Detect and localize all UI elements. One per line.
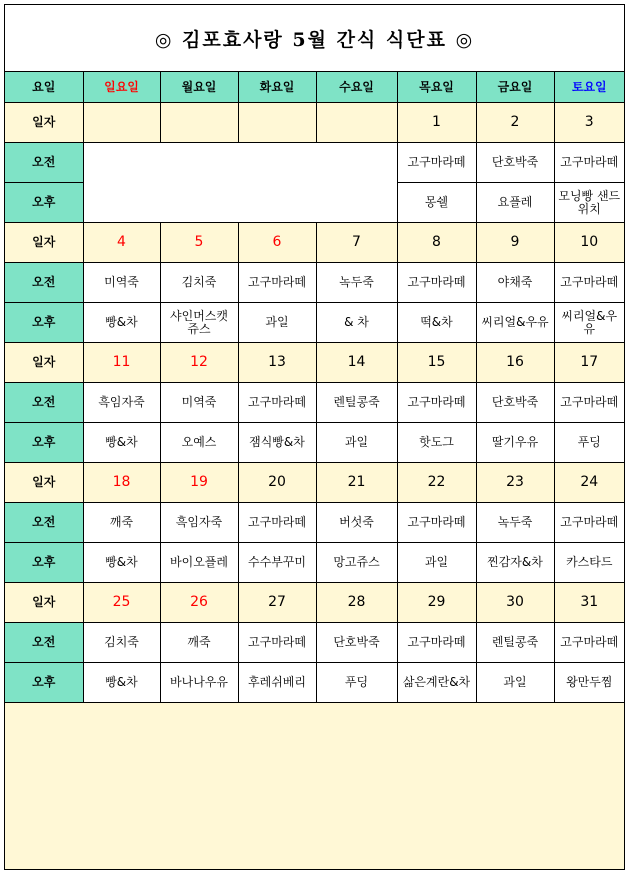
row-label-ohu: 오후 bbox=[5, 543, 83, 583]
date-cell-tuesday: 6 bbox=[238, 223, 316, 263]
am-snack-saturday: 고구마라떼 bbox=[554, 263, 624, 303]
am-snack-monday: 흑임자죽 bbox=[160, 503, 238, 543]
weekday-thursday: 목요일 bbox=[397, 72, 476, 103]
am-snack-wednesday: 녹두죽 bbox=[316, 263, 397, 303]
am-snack-row bbox=[5, 383, 624, 423]
am-snack-thursday: 고구마라떼 bbox=[397, 383, 476, 423]
am-snack-thursday: 고구마라떼 bbox=[397, 503, 476, 543]
am-snack-sunday: 깨죽 bbox=[83, 503, 160, 543]
menu-table bbox=[5, 71, 624, 703]
page-title: ◎ 김포효사랑 5월 간식 식단표 ◎ bbox=[154, 28, 475, 51]
row-label-ojeon: 오전 bbox=[5, 383, 83, 423]
pm-snack-tuesday: 후레쉬베리 bbox=[238, 663, 316, 703]
pm-snack-friday: 찐감자&차 bbox=[476, 543, 554, 583]
am-snack-saturday: 고구마라떼 bbox=[554, 383, 624, 423]
date-cell-sunday: 4 bbox=[83, 223, 160, 263]
row-label-yoil: 요일 bbox=[5, 72, 83, 103]
pm-snack-saturday: 카스타드 bbox=[554, 543, 624, 583]
pm-snack-sunday: 빵&차 bbox=[83, 543, 160, 583]
date-row bbox=[5, 343, 624, 383]
weekday-saturday: 토요일 bbox=[554, 72, 624, 103]
date-cell-monday: 5 bbox=[160, 223, 238, 263]
pm-snack-saturday: 왕만두찜 bbox=[554, 663, 624, 703]
am-snack-monday: 깨죽 bbox=[160, 623, 238, 663]
pm-snack-row bbox=[5, 423, 624, 463]
date-cell-sunday bbox=[83, 103, 160, 143]
pm-snack-saturday: 씨리얼&우유 bbox=[554, 303, 624, 343]
date-cell-wednesday: 14 bbox=[316, 343, 397, 383]
am-snack-thursday: 고구마라떼 bbox=[397, 263, 476, 303]
row-label-ojeon: 오전 bbox=[5, 623, 83, 663]
date-cell-monday: 19 bbox=[160, 463, 238, 503]
pm-snack-saturday: 모닝빵 샌드위치 bbox=[554, 183, 624, 223]
row-label-ohu: 오후 bbox=[5, 183, 83, 223]
pm-snack-friday: 요플레 bbox=[476, 183, 554, 223]
am-snack-row bbox=[5, 263, 624, 303]
row-label-ilja: 일자 bbox=[5, 223, 83, 263]
pm-snack-tuesday: 잼식빵&차 bbox=[238, 423, 316, 463]
date-cell-tuesday: 27 bbox=[238, 583, 316, 623]
empty-days-cell bbox=[83, 143, 397, 223]
weekday-sunday: 일요일 bbox=[83, 72, 160, 103]
pm-snack-sunday: 빵&차 bbox=[83, 423, 160, 463]
pm-snack-friday: 딸기우유 bbox=[476, 423, 554, 463]
am-snack-thursday: 고구마라떼 bbox=[397, 143, 476, 183]
date-cell-tuesday: 13 bbox=[238, 343, 316, 383]
row-label-ojeon: 오전 bbox=[5, 143, 83, 183]
pm-snack-monday: 바나나우유 bbox=[160, 663, 238, 703]
pm-snack-wednesday: 망고쥬스 bbox=[316, 543, 397, 583]
pm-snack-sunday: 빵&차 bbox=[83, 303, 160, 343]
date-cell-saturday: 3 bbox=[554, 103, 624, 143]
date-cell-wednesday bbox=[316, 103, 397, 143]
weekday-header-row bbox=[5, 72, 624, 103]
date-row bbox=[5, 103, 624, 143]
am-snack-friday: 단호박죽 bbox=[476, 383, 554, 423]
am-snack-row bbox=[5, 503, 624, 543]
am-snack-wednesday: 렌틸콩죽 bbox=[316, 383, 397, 423]
menu-sheet bbox=[4, 4, 625, 870]
am-snack-friday: 녹두죽 bbox=[476, 503, 554, 543]
row-label-ilja: 일자 bbox=[5, 103, 83, 143]
weekday-monday: 월요일 bbox=[160, 72, 238, 103]
weekday-tuesday: 화요일 bbox=[238, 72, 316, 103]
date-cell-friday: 16 bbox=[476, 343, 554, 383]
am-snack-monday: 미역죽 bbox=[160, 383, 238, 423]
date-cell-friday: 23 bbox=[476, 463, 554, 503]
am-snack-thursday: 고구마라떼 bbox=[397, 623, 476, 663]
am-snack-sunday: 미역죽 bbox=[83, 263, 160, 303]
am-snack-row bbox=[5, 143, 624, 183]
date-cell-wednesday: 28 bbox=[316, 583, 397, 623]
pm-snack-row bbox=[5, 303, 624, 343]
date-cell-saturday: 31 bbox=[554, 583, 624, 623]
pm-snack-tuesday: 과일 bbox=[238, 303, 316, 343]
pm-snack-thursday: 삶은계란&차 bbox=[397, 663, 476, 703]
row-label-ohu: 오후 bbox=[5, 663, 83, 703]
weekday-friday: 금요일 bbox=[476, 72, 554, 103]
date-cell-saturday: 24 bbox=[554, 463, 624, 503]
pm-snack-thursday: 핫도그 bbox=[397, 423, 476, 463]
date-cell-tuesday bbox=[238, 103, 316, 143]
row-label-ohu: 오후 bbox=[5, 303, 83, 343]
am-snack-friday: 렌틸콩죽 bbox=[476, 623, 554, 663]
pm-snack-tuesday: 수수부꾸미 bbox=[238, 543, 316, 583]
date-cell-thursday: 29 bbox=[397, 583, 476, 623]
am-snack-wednesday: 버섯죽 bbox=[316, 503, 397, 543]
pm-snack-friday: 과일 bbox=[476, 663, 554, 703]
row-label-ilja: 일자 bbox=[5, 583, 83, 623]
date-row bbox=[5, 463, 624, 503]
date-cell-saturday: 17 bbox=[554, 343, 624, 383]
date-cell-sunday: 18 bbox=[83, 463, 160, 503]
pm-snack-thursday: 떡&차 bbox=[397, 303, 476, 343]
pm-snack-wednesday: & 차 bbox=[316, 303, 397, 343]
pm-snack-row bbox=[5, 543, 624, 583]
pm-snack-thursday: 몽쉘 bbox=[397, 183, 476, 223]
am-snack-saturday: 고구마라떼 bbox=[554, 503, 624, 543]
date-cell-tuesday: 20 bbox=[238, 463, 316, 503]
date-cell-thursday: 1 bbox=[397, 103, 476, 143]
date-cell-monday: 26 bbox=[160, 583, 238, 623]
date-cell-saturday: 10 bbox=[554, 223, 624, 263]
pm-snack-wednesday: 과일 bbox=[316, 423, 397, 463]
am-snack-sunday: 김치죽 bbox=[83, 623, 160, 663]
date-cell-sunday: 11 bbox=[83, 343, 160, 383]
row-label-ohu: 오후 bbox=[5, 423, 83, 463]
row-label-ilja: 일자 bbox=[5, 463, 83, 503]
am-snack-friday: 단호박죽 bbox=[476, 143, 554, 183]
date-cell-friday: 9 bbox=[476, 223, 554, 263]
pm-snack-saturday: 푸딩 bbox=[554, 423, 624, 463]
date-cell-wednesday: 21 bbox=[316, 463, 397, 503]
pm-snack-monday: 샤인머스캣 쥬스 bbox=[160, 303, 238, 343]
am-snack-tuesday: 고구마라떼 bbox=[238, 383, 316, 423]
pm-snack-monday: 오예스 bbox=[160, 423, 238, 463]
row-label-ojeon: 오전 bbox=[5, 503, 83, 543]
am-snack-saturday: 고구마라떼 bbox=[554, 623, 624, 663]
date-cell-friday: 30 bbox=[476, 583, 554, 623]
date-cell-friday: 2 bbox=[476, 103, 554, 143]
date-cell-wednesday: 7 bbox=[316, 223, 397, 263]
am-snack-wednesday: 단호박죽 bbox=[316, 623, 397, 663]
pm-snack-monday: 바이오플레 bbox=[160, 543, 238, 583]
pm-snack-wednesday: 푸딩 bbox=[316, 663, 397, 703]
pm-snack-friday: 씨리얼&우유 bbox=[476, 303, 554, 343]
am-snack-row bbox=[5, 623, 624, 663]
date-cell-thursday: 15 bbox=[397, 343, 476, 383]
am-snack-monday: 김치죽 bbox=[160, 263, 238, 303]
title-area bbox=[5, 5, 624, 72]
pm-snack-thursday: 과일 bbox=[397, 543, 476, 583]
am-snack-tuesday: 고구마라떼 bbox=[238, 623, 316, 663]
weekday-wednesday: 수요일 bbox=[316, 72, 397, 103]
am-snack-tuesday: 고구마라떼 bbox=[238, 503, 316, 543]
date-cell-monday: 12 bbox=[160, 343, 238, 383]
date-row bbox=[5, 583, 624, 623]
date-cell-thursday: 8 bbox=[397, 223, 476, 263]
date-cell-thursday: 22 bbox=[397, 463, 476, 503]
date-row bbox=[5, 223, 624, 263]
pm-snack-sunday: 빵&차 bbox=[83, 663, 160, 703]
date-cell-monday bbox=[160, 103, 238, 143]
row-label-ojeon: 오전 bbox=[5, 263, 83, 303]
pm-snack-row bbox=[5, 663, 624, 703]
date-cell-sunday: 25 bbox=[83, 583, 160, 623]
am-snack-friday: 야채죽 bbox=[476, 263, 554, 303]
am-snack-sunday: 흑임자죽 bbox=[83, 383, 160, 423]
row-label-ilja: 일자 bbox=[5, 343, 83, 383]
am-snack-saturday: 고구마라떼 bbox=[554, 143, 624, 183]
am-snack-tuesday: 고구마라떼 bbox=[238, 263, 316, 303]
